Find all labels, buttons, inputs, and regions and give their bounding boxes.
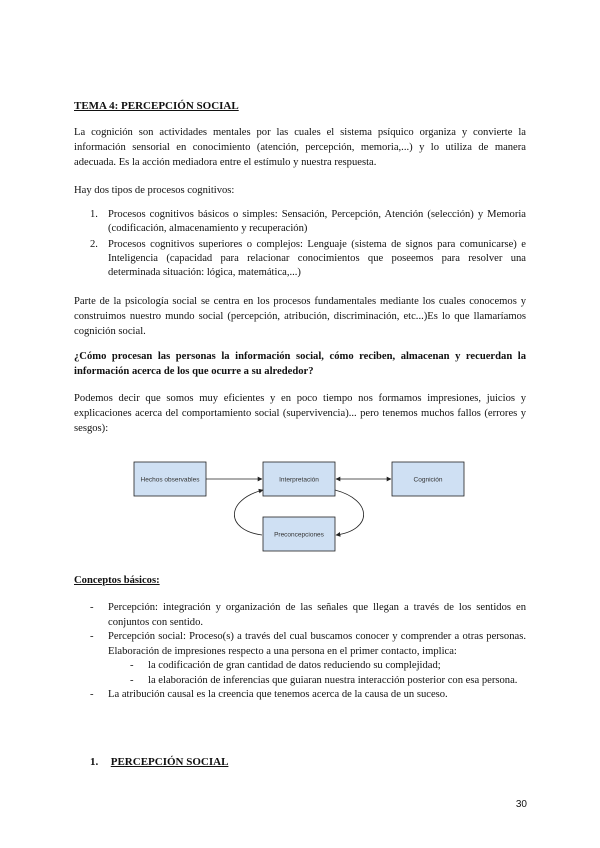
- box-label: Hechos observables: [140, 476, 200, 484]
- list-item-text: Procesos cognitivos básicos o simples: Sensación, Percepción, Atención (selección) y Memoria (codificación, almacenamiento y recuperación): [108, 209, 526, 234]
- list-marker: 2.: [90, 239, 98, 250]
- list-item-text: Procesos cognitivos superiores o complejos: Lenguaje (sistema de signos para comunicarse) e Inteligencia (capacidad para relacionar conocimientos que poseemos para resolver una determinada situación: lógica, matemática,...): [108, 239, 526, 278]
- list-item: - Percepción: integración y organización de las señales que llegan a través de los sentidos en conjuntos con sentido.: [90, 602, 526, 628]
- key-question: ¿Cómo procesan las personas la información social, cómo reciben, almacenan y recuerdan la información acerca de los que ocurre a su alrededor?: [74, 351, 526, 377]
- list-item: - la codificación de gran cantidad de datos reduciendo su complejidad;: [130, 660, 441, 671]
- social-cognition-paragraph: Parte de la psicología social se centra en los procesos fundamentales mediante los cuales conocemos y construimos nuestro mundo social (percepción, atribución, discriminación, etc...)Es lo que llamaríamos cognición social.: [74, 296, 526, 337]
- arrow-preconcepciones-to-interpretacion: [234, 490, 263, 535]
- intro-paragraph: La cognición son actividades mentales por las cuales el sistema psíquico organiza y convierte la información sensorial en conocimiento (atención, percepción, memoria,...) y lo utiliza de manera adecuada. Es la acción mediadora entre el estímulo y nuestra respuesta.: [74, 127, 526, 168]
- arrow-interpretacion-to-preconcepciones: [335, 490, 364, 535]
- section-heading: [90, 756, 228, 768]
- list-item: - La atribución causal es la creencia que tenemos acerca de la causa de un suceso.: [90, 689, 448, 700]
- concept-atribucion: La atribución causal es la creencia que tenemos acerca de la causa de un suceso.: [108, 689, 448, 700]
- list-marker: 1.: [90, 209, 98, 220]
- answer-paragraph: Podemos decir que somos muy eficientes y en poco tiempo nos formamos impresiones, juicios y explicaciones acerca del comportamiento social (supervivencia)... pero tenemos muchos fallos (errores y sesgos):: [74, 393, 526, 434]
- page-title: TEMA 4: PERCEPCIÓN SOCIAL: [74, 100, 239, 112]
- list-item: - la elaboración de inferencias que guiaran nuestra interacción posterior con esa persona.: [130, 674, 518, 686]
- interpretacion-box: [263, 462, 335, 496]
- section-label: PERCEPCIÓN SOCIAL: [110, 756, 229, 768]
- box-label: Cognición: [413, 476, 443, 484]
- percepcion-social-sublist: [108, 659, 526, 688]
- preconcepciones-box: [263, 517, 335, 551]
- sub-item-text: la codificación de gran cantidad de datos reduciendo su complejidad;: [148, 660, 441, 671]
- box-label: Preconcepciones: [274, 531, 324, 539]
- page-number: 30: [515, 799, 527, 810]
- hechos-observables-box: [134, 462, 206, 496]
- concept-percepcion-social: Percepción social: Proceso(s) a través del cual buscamos conocer y comprender a otras personas. Elaboración de impresiones respecto a una persona en el primer contacto, implica:: [108, 631, 526, 657]
- types-lead: Hay dos tipos de procesos cognitivos:: [74, 185, 235, 196]
- cognicion-box: [392, 462, 464, 496]
- sub-item-text: la elaboración de inferencias que guiaran nuestra interacción posterior con esa persona.: [148, 674, 518, 686]
- section-number: 1.: [90, 756, 99, 768]
- list-item: - Percepción social: Proceso(s) a través del cual buscamos conocer y comprender a otras personas. Elaboración de impresiones respecto a una persona en el primer contacto, implica: - la codificación de gran cantidad de datos reduciendo su complejidad; - la elaboración de inferencias que guiaran nuestra interacción posterior con esa persona.: [90, 630, 526, 688]
- concept-percepcion: Percepción: integración y organización de las señales que llegan a través de los sentidos en conjuntos con sentido.: [108, 602, 526, 628]
- concepts-heading: Conceptos básicos:: [74, 575, 160, 586]
- concepts-list: [90, 601, 526, 703]
- box-label: Interpretación: [279, 476, 319, 484]
